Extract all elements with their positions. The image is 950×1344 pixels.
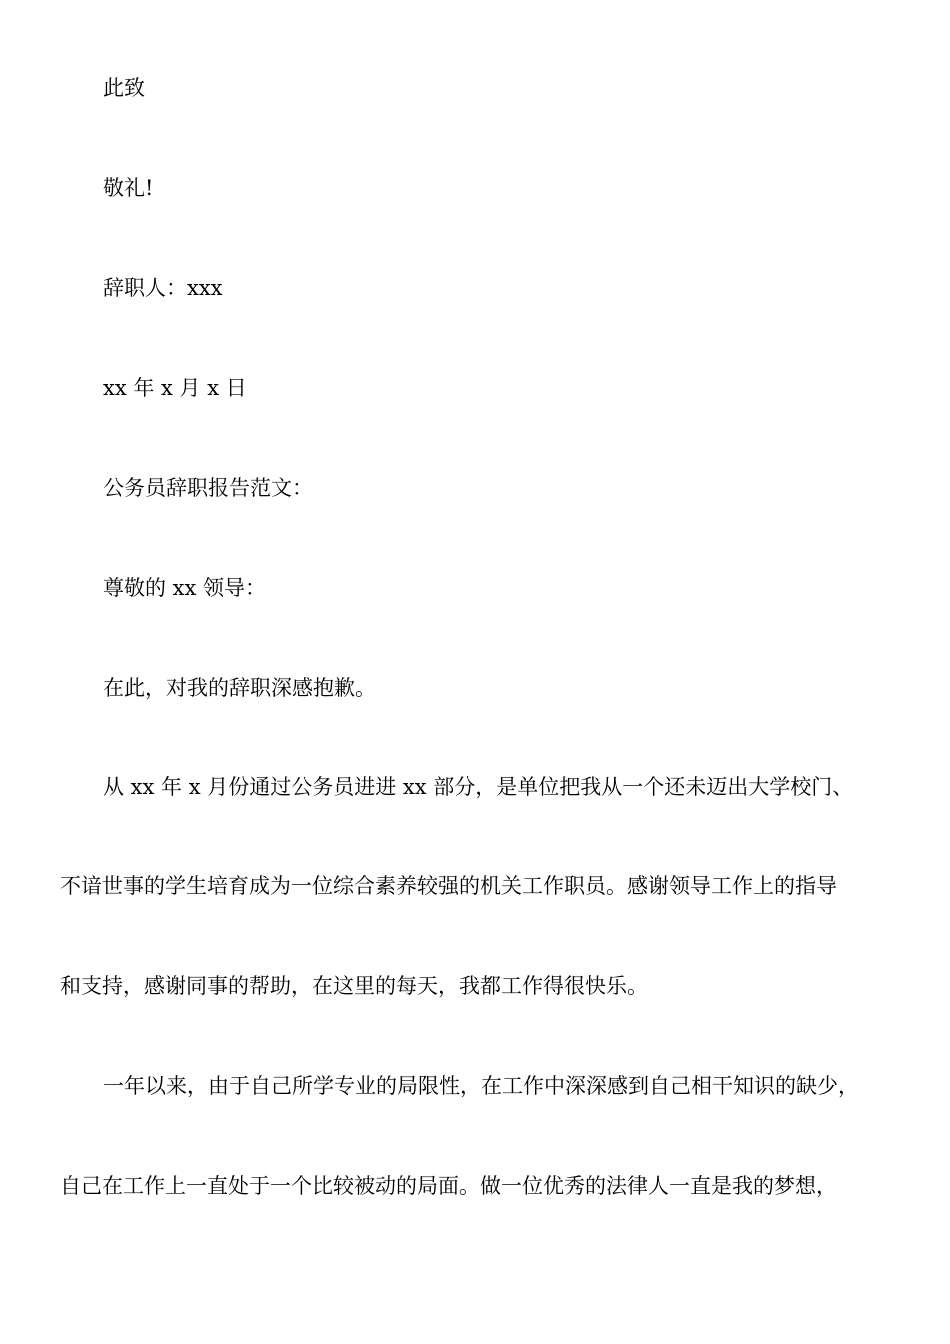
signature-line: 辞职人：xxx bbox=[103, 276, 223, 300]
paragraph-line: 不谙世事的学生培育成为一位综合素养较强的机关工作职员。感谢领导工作上的指导 bbox=[60, 874, 837, 898]
paragraph-line: 在此，对我的辞职深感抱歉。 bbox=[103, 676, 376, 700]
paragraph-line: 和支持，感谢同事的帮助，在这里的每天，我都工作得很快乐。 bbox=[60, 974, 648, 998]
paragraph-line: 从 xx 年 x 月份通过公务员进进 xx 部分，是单位把我从一个还未迈出大学校门、 bbox=[103, 775, 854, 799]
date-line: xx 年 x 月 x 日 bbox=[103, 376, 247, 400]
closing-line: 此致 bbox=[103, 76, 145, 100]
salutation-line: 敬礼! bbox=[103, 176, 154, 200]
greeting-line: 尊敬的 xx 领导： bbox=[103, 576, 267, 600]
paragraph-line: 自己在工作上一直处于一个比较被动的局面。做一位优秀的法律人一直是我的梦想， bbox=[60, 1174, 837, 1198]
paragraph-line: 一年以来，由于自己所学专业的局限性，在工作中深深感到自己相干知识的缺少， bbox=[103, 1074, 859, 1098]
section-heading: 公务员辞职报告范文： bbox=[103, 476, 313, 500]
